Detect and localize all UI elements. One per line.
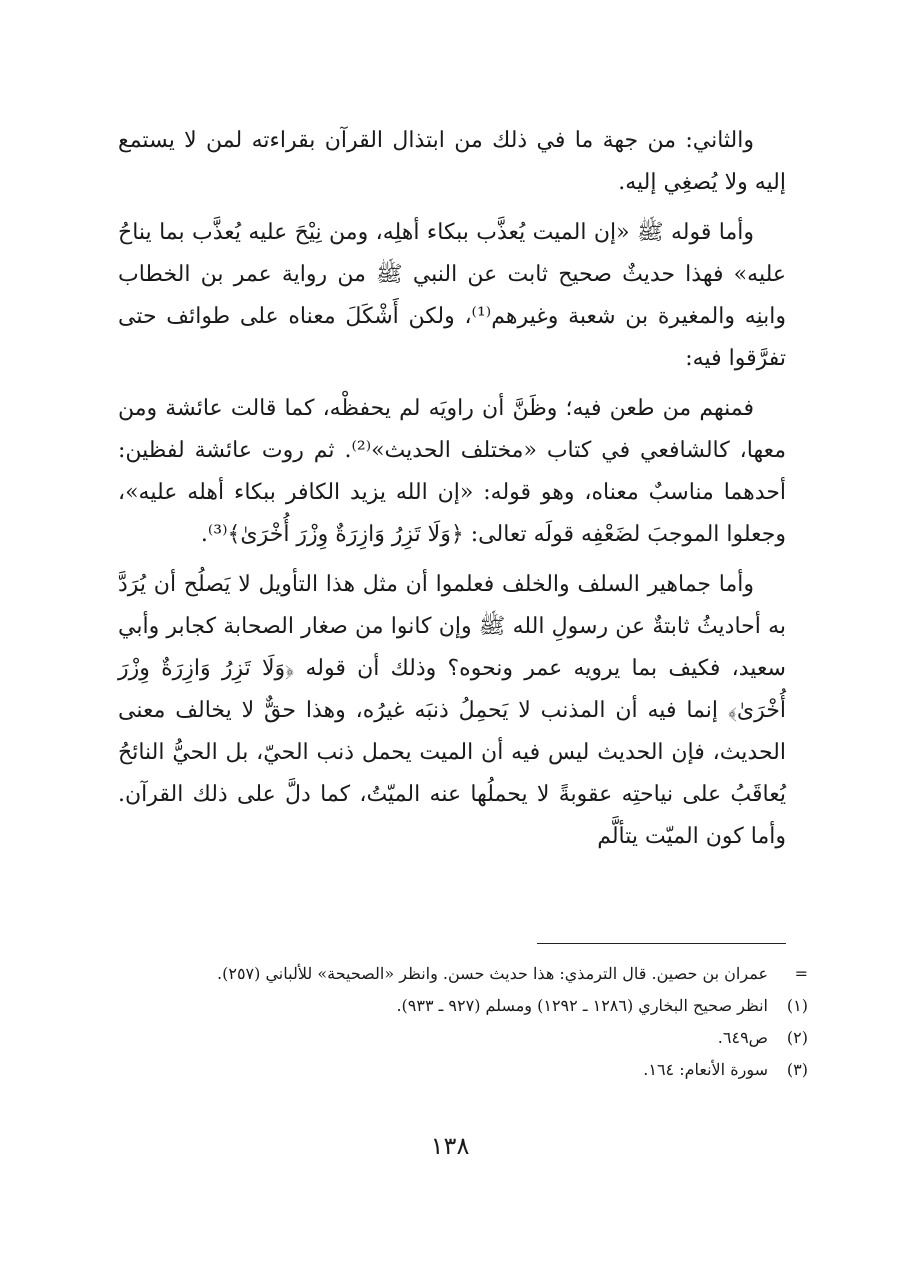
footnote-text: ص٦٤٩. — [717, 1028, 768, 1047]
paragraph: وأما قوله ﷺ «إن الميت يُعذَّب ببكاء أهلِه، ومن نِيْحَ عليه يُعذَّب بما يناحُ عليه» فهذا حديثٌ صحيح ثابت عن النبي ﷺ من رواية عمر بن الخطاب وابنِه والمغيرة بن شعبة وغيرهم⁽¹⁾، ولكن أَشْكَلَ معناه على طوائف حتى تفرَّقوا فيه: — [118, 220, 787, 371]
footnote-marker: (٢) — [786, 1028, 808, 1047]
footnote-text: انظر صحيح البخاري (١٢٨٦ ـ ١٢٩٢) ومسلم (٩٢٧ ـ ٩٣٣). — [396, 996, 768, 1015]
footnote-marker: (٣) — [786, 1060, 808, 1079]
paragraph: فمنهم من طعن فيه؛ وظَنَّ أن راويَه لم يحفظْه، كما قالت عائشة ومن معها، كالشافعي في كتاب «مختلف الحديث»⁽²⁾. ثم روت عائشة لفظين: أحدهما مناسبٌ معناه، وهو قوله: «إن الله يزيد الكافر ببكاء أهله عليه»، وجعلوا الموجبَ لضَعْفِه قولَه تعالى: ﴿وَلَا تَزِرُ وَازِرَةٌ وِزْرَ أُخْرَىٰ﴾⁽³⁾. — [118, 396, 786, 547]
footnote-divider — [537, 943, 786, 944]
footnote-marker: (١) — [786, 996, 808, 1015]
footnote-marker: = — [794, 964, 808, 983]
footnote — [118, 1054, 808, 1086]
footnote — [118, 1022, 808, 1054]
footnote — [118, 958, 808, 990]
main-text — [118, 120, 786, 866]
footnote-text: عمران بن حصين. قال الترمذي: هذا حديث حسن. وانظر «الصحيحة» للألباني (٢٥٧). — [217, 964, 768, 983]
footnote — [118, 990, 808, 1022]
paragraph: والثاني: من جهة ما في ذلك من ابتذال القرآن بقراءته لمن لا يستمع إليه ولا يُصغِي إليه. — [118, 128, 786, 195]
footnotes — [118, 958, 808, 1086]
footnote-text: سورة الأنعام: ١٦٤. — [643, 1060, 768, 1079]
page-number: ١٣٨ — [430, 1132, 470, 1160]
paragraph: وأما جماهير السلف والخلف فعلموا أن مثل هذا التأويل لا يَصلُح أن يُرَدَّ به أحاديثُ ثابتةٌ عن رسولِ الله ﷺ وإن كانوا من صغار الصحابة كجابر وأبي سعيد، فكيف بما يرويه عمر ونحوه؟ وذلك أن قوله ﴿وَلَا تَزِرُ وَازِرَةٌ وِزْرَ أُخْرَىٰ﴾ إنما فيه أن المذنب لا يَحمِلُ ذنبَه غيرُه، وهذا حقٌّ لا يخالف معنى الحديث، فإن الحديث ليس فيه أن الميت يحمل ذنب الحيّ، بل الحيُّ النائحُ يُعاقَبُ على نياحتِه عقوبةً لا يحملُها عنه الميّتُ، كما دلَّ على ذلك القرآن. وأما كون الميّت يتألَّم — [118, 572, 786, 849]
